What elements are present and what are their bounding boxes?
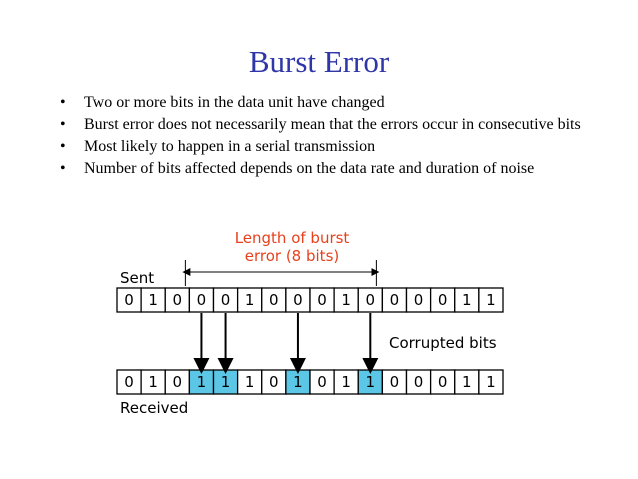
bullet-text: Most likely to happen in a serial transmission xyxy=(84,138,376,155)
sent-bit-value: 1 xyxy=(148,291,158,309)
bullet-text: Burst error does not necessarily mean that the errors occur in consecutive bits xyxy=(84,116,581,133)
received-bit-value: 1 xyxy=(196,373,207,391)
sent-bit-value: 0 xyxy=(389,291,400,309)
sent-bit-value: 1 xyxy=(244,291,255,309)
received-bit-value: 0 xyxy=(172,373,183,391)
sent-label: Sent xyxy=(120,269,155,287)
received-bit-value: 1 xyxy=(244,373,255,391)
received-bit-value: 0 xyxy=(413,373,424,391)
sent-bit-value: 1 xyxy=(486,291,496,309)
sent-bit-value: 1 xyxy=(341,291,351,309)
diagram-marks xyxy=(117,260,503,394)
sent-bit-value: 0 xyxy=(413,291,424,309)
bullet-text: Two or more bits in the data unit have changed xyxy=(84,94,385,111)
sent-bit-value: 1 xyxy=(462,291,472,309)
received-bit-value: 0 xyxy=(437,373,448,391)
burst-length-label-line1: Length of burst xyxy=(234,229,350,247)
received-bit-value: 0 xyxy=(317,373,327,391)
sent-bit-value: 0 xyxy=(293,291,303,309)
sent-bit-value: 0 xyxy=(317,291,327,309)
slide-title: Burst Error xyxy=(248,44,390,79)
received-bit-value: 0 xyxy=(269,373,279,391)
bullet-dot-icon: • xyxy=(60,138,66,155)
received-bit-value: 1 xyxy=(341,373,351,391)
received-bit-value: 1 xyxy=(462,373,472,391)
received-label: Received xyxy=(120,399,189,417)
sent-bit-value: 0 xyxy=(196,291,207,309)
received-bit-value: 1 xyxy=(293,373,303,391)
received-bit-value: 1 xyxy=(486,373,496,391)
burst-length-label-line2: error (8 bits) xyxy=(244,247,340,265)
received-bit-value: 0 xyxy=(389,373,400,391)
sent-bit-value: 0 xyxy=(172,291,183,309)
received-bit-value: 1 xyxy=(148,373,158,391)
corrupted-bits-label: Corrupted bits xyxy=(389,334,497,352)
bullet-text: Number of bits affected depends on the data rate and duration of noise xyxy=(84,160,535,177)
bullet-dot-icon: • xyxy=(60,94,66,111)
received-bit-value: 1 xyxy=(365,373,376,391)
received-bit-value: 0 xyxy=(124,373,134,391)
bullet-dot-icon: • xyxy=(60,160,66,177)
received-bit-value: 1 xyxy=(220,373,231,391)
bullet-dot-icon: • xyxy=(60,116,66,133)
sent-bit-value: 0 xyxy=(269,291,279,309)
sent-bit-value: 0 xyxy=(365,291,376,309)
sent-bit-value: 0 xyxy=(124,291,134,309)
sent-bit-value: 0 xyxy=(220,291,231,309)
sent-bit-value: 0 xyxy=(437,291,448,309)
